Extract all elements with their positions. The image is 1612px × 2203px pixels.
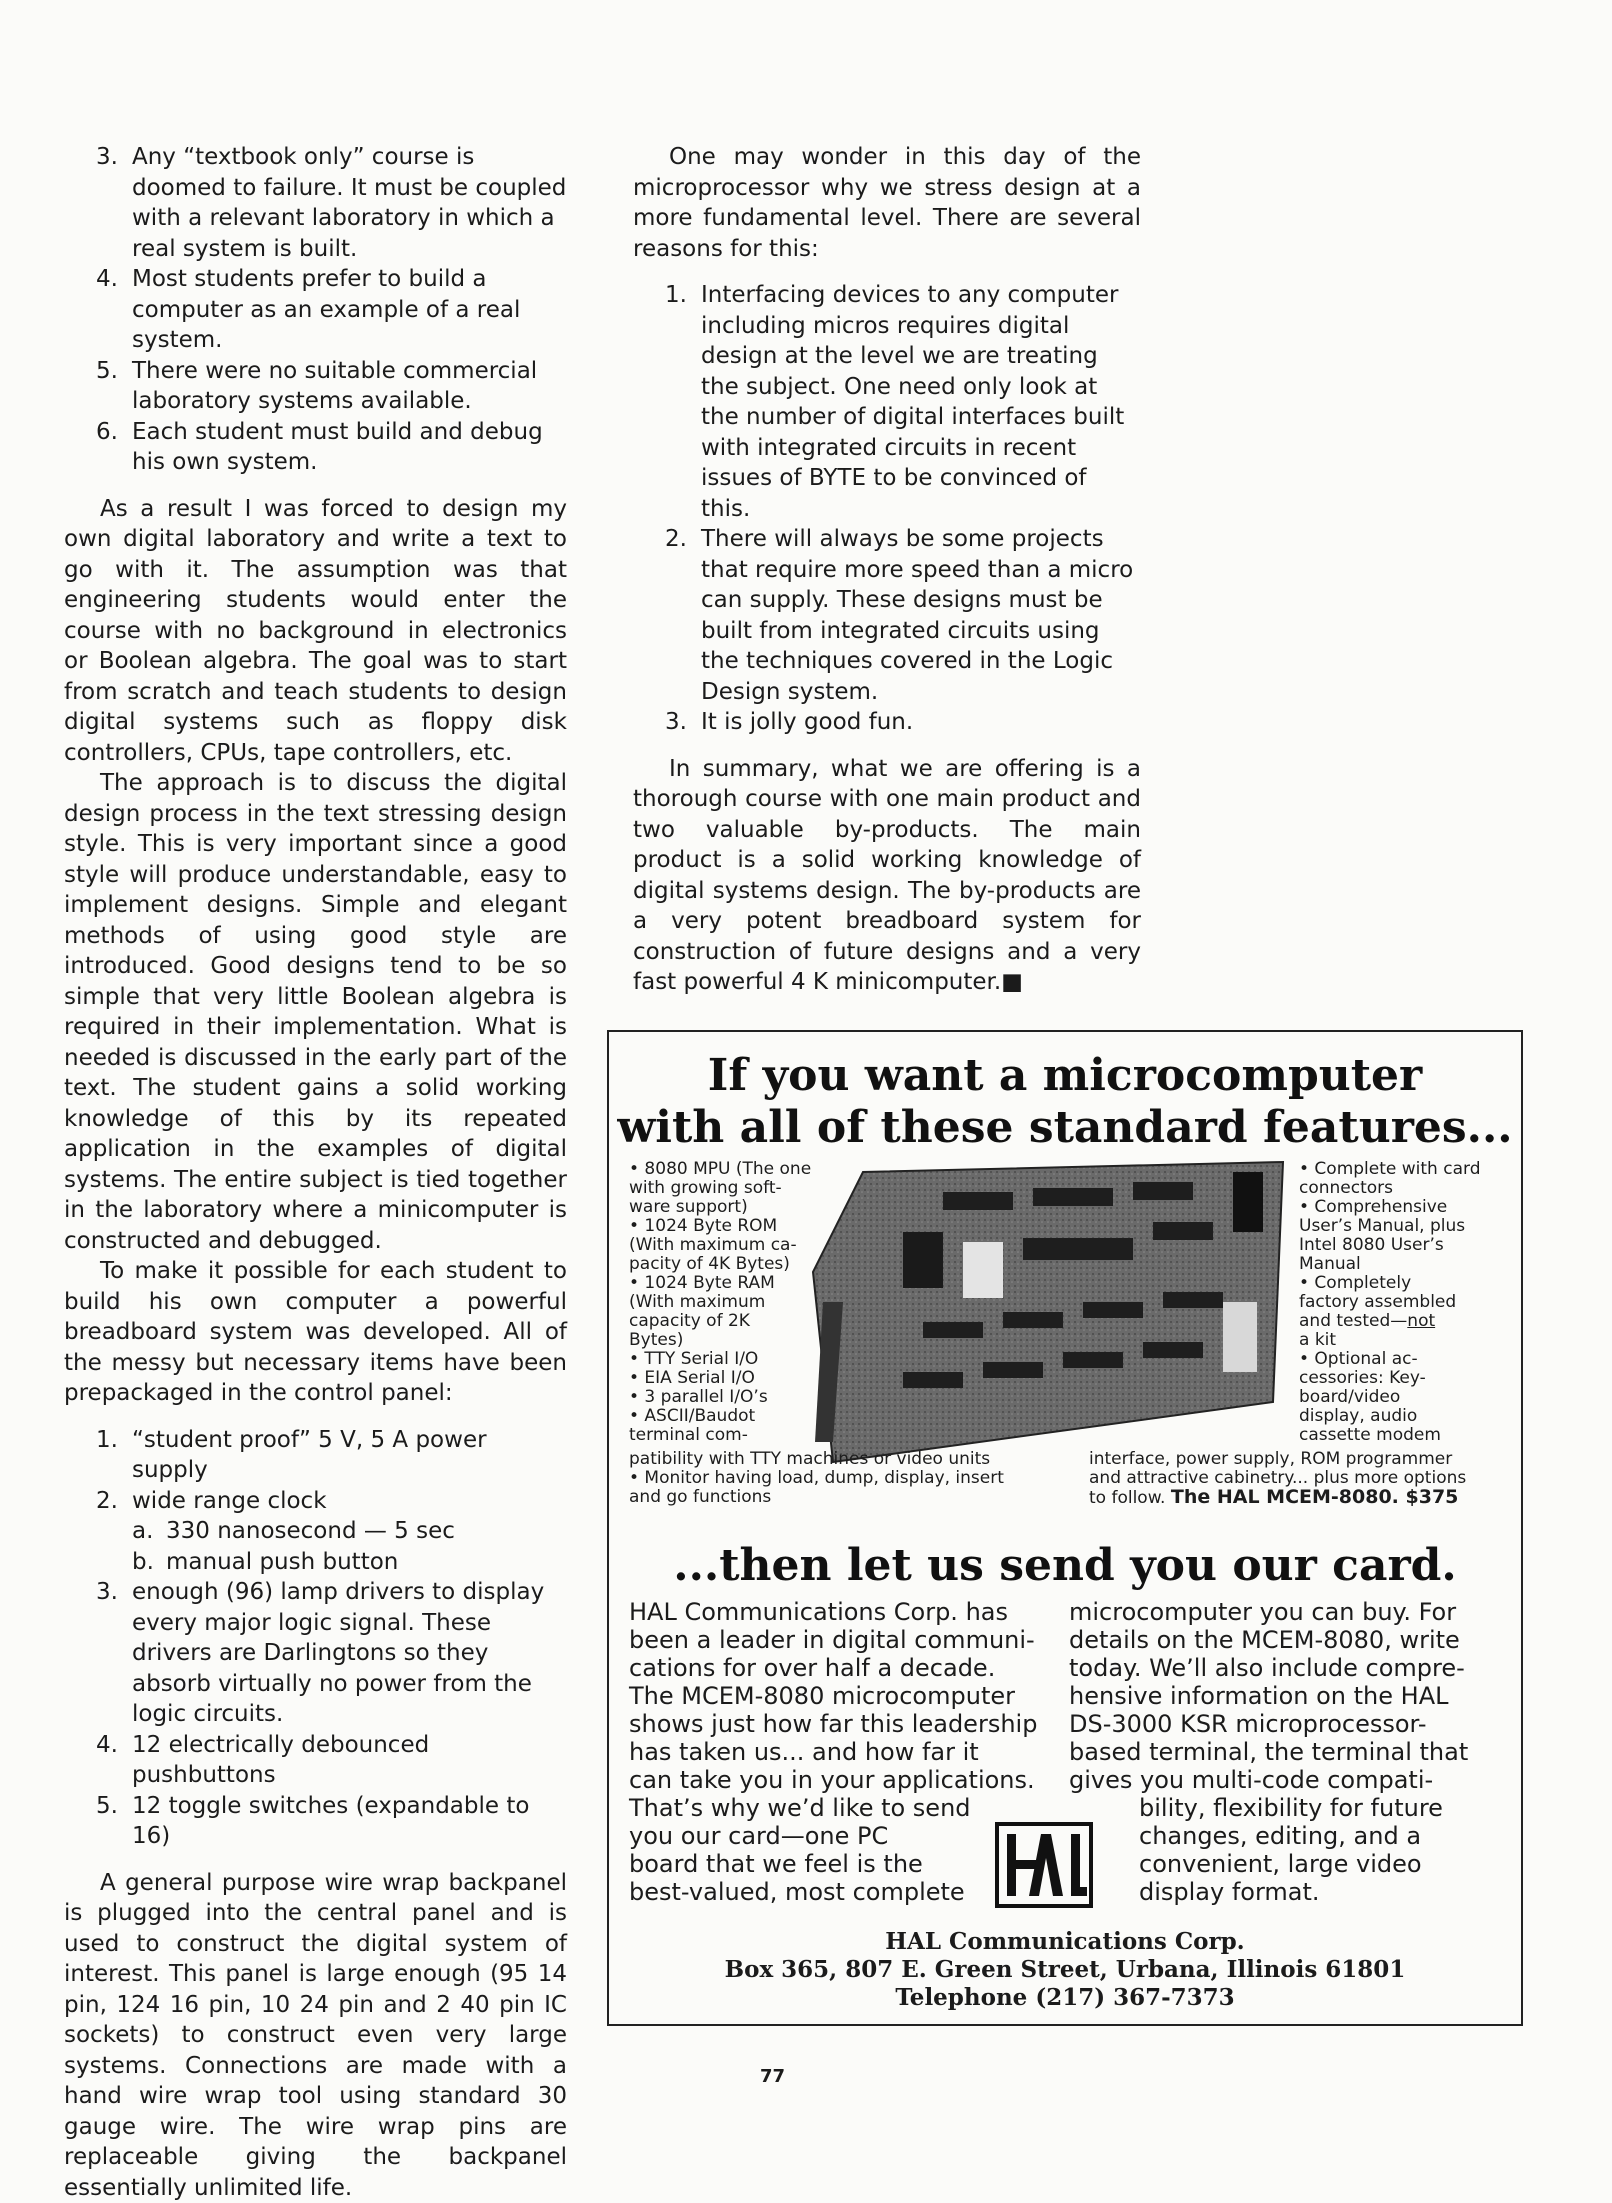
list-item: 4. Most students prefer to build a computer as an example of a real system. [64,264,567,356]
list-item: 3. enough (96) lamp drivers to display every major logic signal. These drivers are Darlingtons so they absorb virtually no power from the logic circuits. [64,1577,567,1730]
list-item: 6. Each student must build and debug his own system. [64,417,567,478]
microcomputer-board-photo [803,1152,1289,1472]
features-right-continued: interface, power supply, ROM programmer and attractive cabinetry... plus more options to follow. The HAL MCEM-8080. $375 [1089,1450,1466,1508]
list-item: b. manual push button [132,1547,567,1578]
features-left: • 8080 MPU (The one with growing soft- ware support) • 1024 Byte ROM (With maximum ca- pacity of 4K Bytes) • 1024 Byte RAM (With maximum capacity of 2K Bytes) • TTY Serial I/O • EIA Serial I/O • 3 parallel I/O’s • ASCII/Baudot terminal com- [629,1160,811,1445]
paragraph: As a result I was forced to design my own digital laboratory and write a text to go with it. The assumption was that engineering students would enter the course with no background in electronics or Boolean algebra. The goal was to start from scratch and teach students to design digital systems such as floppy disk controllers, CPUs, tape controllers, etc. [64,494,567,769]
hal-logo-icon [995,1822,1093,1908]
end-mark: ■ [1001,969,1023,995]
paragraph: To make it possible for each student to build his own computer a powerful breadboard system was developed. All of the messy but necessary items have been prepackaged in the control panel: [64,1256,567,1409]
ad-contact-info: HAL Communications Corp. Box 365, 807 E. Green Street, Urbana, Illinois 61801 Telephone (217) 367-7373 [609,1928,1521,2012]
ad-copy-left: HAL Communications Corp. has been a leader in digital communi- cations for over half a decade. The MCEM-8080 microcomputer shows just how far this leadership has taken us... and how far it can take you in your applications. That’s why we’d like to send you our card—one PC board that we feel is the best-valued, most complete [629,1598,1037,1906]
list-item: 5. There were no suitable commercial laboratory systems available. [64,356,567,417]
hal-advertisement [607,1030,1523,2026]
right-column [633,142,1141,998]
list-item: 1. Interfacing devices to any computer including micros requires digital design at the level we are treating the subject. One need only look at the number of digital interfaces built with integrated circuits in recent issues of BYTE to be convinced of this. [633,280,1141,524]
paragraph: In summary, what we are offering is a thorough course with one main product and two valuable by-products. The main product is a solid working knowledge of digital systems design. The by-products are a very potent breadboard system for construction of future designs and a very fast powerful 4 K minicomputer.■ [633,754,1141,998]
clock-sublist [132,1516,567,1577]
list-item: 1. “student proof” 5 V, 5 A power supply [64,1425,567,1486]
price: The HAL MCEM-8080. $375 [1171,1486,1459,1508]
ad-headline: If you want a microcomputer [609,1050,1521,1101]
ad-headline: with all of these standard features... [609,1102,1521,1153]
list-item: 2. wide range clock a. 330 nanosecond — 5 sec b. manual push button [64,1486,567,1578]
control-panel-list [64,1425,567,1852]
features-left-continued: patibility with TTY machines or video units • Monitor having load, dump, display, insert and go functions [629,1450,1004,1507]
ad-headline: ...then let us send you our card. [609,1540,1521,1591]
paragraph: A general purpose wire wrap backpanel is plugged into the central panel and is used to construct the digital system of interest. This panel is large enough (95 14 pin, 124 16 pin, 10 24 pin and 2 40 pin IC sockets) to construct even very large systems. Connections are made with a hand wire wrap tool using standard 30 gauge wire. The wire wrap pins are replaceable giving the backpanel essentially unlimited life. [64,1868,567,2203]
reasons-list [633,280,1141,738]
list-item: 2. There will always be some projects that require more speed than a micro can supply. These designs must be built from integrated circuits using the techniques covered in the Logic Design system. [633,524,1141,707]
ad-copy-right: microcomputer you can buy. For details on the MCEM-8080, write today. We’ll also include compre- hensive information on the HAL DS-3000 KSR microprocessor- based terminal, the terminal that gives you multi-code compati- bility, flexibility for future changes, editing, and a convenient, large video display format. [1069,1598,1468,1906]
left-column [64,142,567,2203]
paragraph: The approach is to discuss the digital design process in the text stressing design style. This is very important since a good style will produce understandable, easy to implement designs. Simple and elegant methods of using good style are introduced. Good designs tend to be so simple that very little Boolean algebra is required in their implementation. What is needed is discussed in the early part of the text. The student gains a solid working knowledge of this by its repeated application in the examples of digital systems. The entire subject is tied together in the laboratory where a minicomputer is constructed and debugged. [64,768,567,1256]
list-item: 5. 12 toggle switches (expandable to 16) [64,1791,567,1852]
page-number: 77 [760,2066,785,2087]
features-right: • Complete with card connectors • Comprehensive User’s Manual, plus Intel 8080 User’s Manual • Completely factory assembled and tested—not a kit • Optional ac- cessories: Key- board/video display, audio cassette modem [1299,1160,1480,1445]
list-item: a. 330 nanosecond — 5 sec [132,1516,567,1547]
intro-reasons-list [64,142,567,478]
paragraph: One may wonder in this day of the microprocessor why we stress design at a more fundamental level. There are several reasons for this: [633,142,1141,264]
list-item: 3. Any “textbook only” course is doomed to failure. It must be coupled with a relevant laboratory in which a real system is built. [64,142,567,264]
list-item: 4. 12 electrically debounced pushbuttons [64,1730,567,1791]
list-item: 3. It is jolly good fun. [633,707,1141,738]
